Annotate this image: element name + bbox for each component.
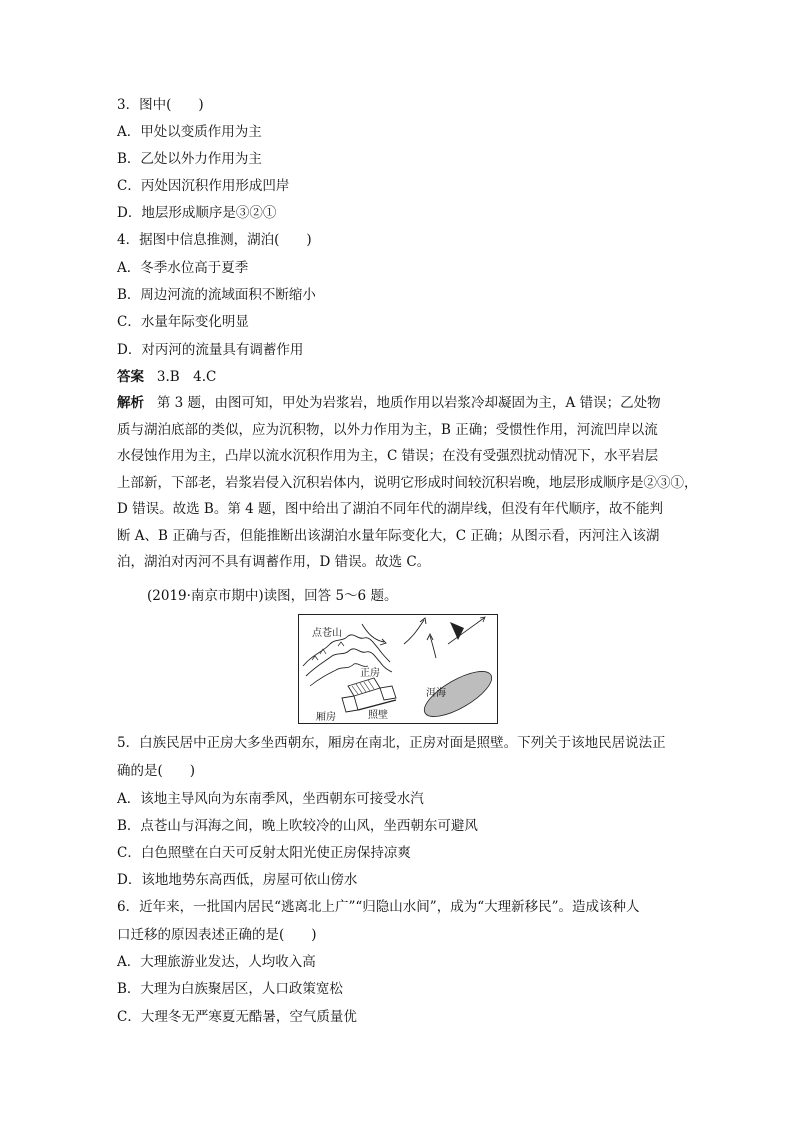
analysis-line-7: 泊，湖泊对丙河不具有调蓄作用，D 错误。故选 C。 xyxy=(117,554,431,570)
answer-label: 答案 xyxy=(117,369,144,385)
q5-stem-line-2: 确的是( ) xyxy=(117,763,196,779)
q5-option-a: A．该地主导风向为东南季风，坐西朝东可接受水汽 xyxy=(117,791,424,807)
q6-option-b: B．大理为白族聚居区，人口政策宽松 xyxy=(117,981,343,997)
analysis-line-3: 水侵蚀作用为主，凸岸以流水沉积作用为主，C 错误；在没有受强烈扰动情况下，水平岩层 xyxy=(117,448,659,464)
q3-option-d: D．地层形成顺序是③②① xyxy=(117,205,277,221)
analysis-line-1 xyxy=(117,390,677,417)
answer-value: 3.B 4.C xyxy=(156,369,217,385)
q6-stem-line-1: 6．近年来，一批国内居民“逃离北上广”“归隐山水间”，成为“大理新移民”。造成该种人 xyxy=(117,899,640,915)
q4-stem: 4．据图中信息推测，湖泊( ) xyxy=(117,232,312,248)
q3-option-b: B．乙处以外力作用为主 xyxy=(117,151,262,167)
q6-stem-line-2: 口迁移的原因表述正确的是( ) xyxy=(117,927,317,943)
q6-option-c: C．大理冬无严寒夏无酷暑，空气质量优 xyxy=(117,1009,357,1025)
section-intro: (2019·南京市期中)读图，回答 5～6 题。 xyxy=(147,588,398,604)
q3-option-a: A．甲处以变质作用为主 xyxy=(117,124,262,140)
map-svg xyxy=(298,614,498,724)
q4-option-d: D．对丙河的流量具有调蓄作用 xyxy=(117,342,304,358)
q5-option-d: D．该地地势东高西低，房屋可依山傍水 xyxy=(117,872,358,888)
label-mountain: 点苍山 xyxy=(312,628,342,639)
label-screen-wall: 照壁 xyxy=(368,710,388,721)
dali-house-map xyxy=(298,614,498,724)
label-side-house: 厢房 xyxy=(316,712,336,723)
analysis-text-1: 第 3 题，由图可知，甲处为岩浆岩，地质作用以岩浆冷却凝固为主，A 错误；乙处物 xyxy=(156,395,661,411)
q6-option-a: A．大理旅游业发达，人均收入高 xyxy=(117,954,316,970)
analysis-block xyxy=(117,390,698,576)
q4-option-a: A．冬季水位高于夏季 xyxy=(117,260,249,276)
q3-option-c: C．丙处因沉积作用形成凹岸 xyxy=(117,178,290,194)
answer-line xyxy=(117,368,216,386)
q4-option-c: C．水量年际变化明显 xyxy=(117,314,249,330)
q5-stem-line-1: 5．白族民居中正房大多坐西朝东，厢房在南北，正房对面是照壁。下列关于该地民居说法正 xyxy=(117,735,666,751)
analysis-line-5: D 错误。故选 B。第 4 题，图中给出了湖泊不同年代的湖岸线，但没有年代顺序，故不能判 xyxy=(117,501,663,517)
analysis-line-2: 质与湖泊底部的类似，应为沉积物，以外力作用为主，B 正确；受惯性作用，河流凹岸以流 xyxy=(117,421,658,438)
label-main-house: 正房 xyxy=(360,668,380,679)
q5-option-c: C．白色照壁在白天可反射太阳光使正房保持凉爽 xyxy=(117,845,411,861)
analysis-label: 解析 xyxy=(117,395,144,411)
q5-option-b: B．点苍山与洱海之间，晚上吹较冷的山风，坐西朝东可避风 xyxy=(117,818,478,834)
analysis-line-4: 上部新，下部老，岩浆岩侵入沉积岩体内，说明它形成时间较沉积岩晚，地层形成顺序是②③①， xyxy=(117,474,698,491)
q3-stem: 3．图中( ) xyxy=(117,97,204,113)
label-lake: 洱海 xyxy=(426,688,446,699)
analysis-line-6: 断 A、B 正确与否，但能推断出该湖泊水量年际变化大，C 正确；从图示看，丙河注入该湖 xyxy=(117,527,660,544)
q4-option-b: B．周边河流的流域面积不断缩小 xyxy=(117,287,316,303)
